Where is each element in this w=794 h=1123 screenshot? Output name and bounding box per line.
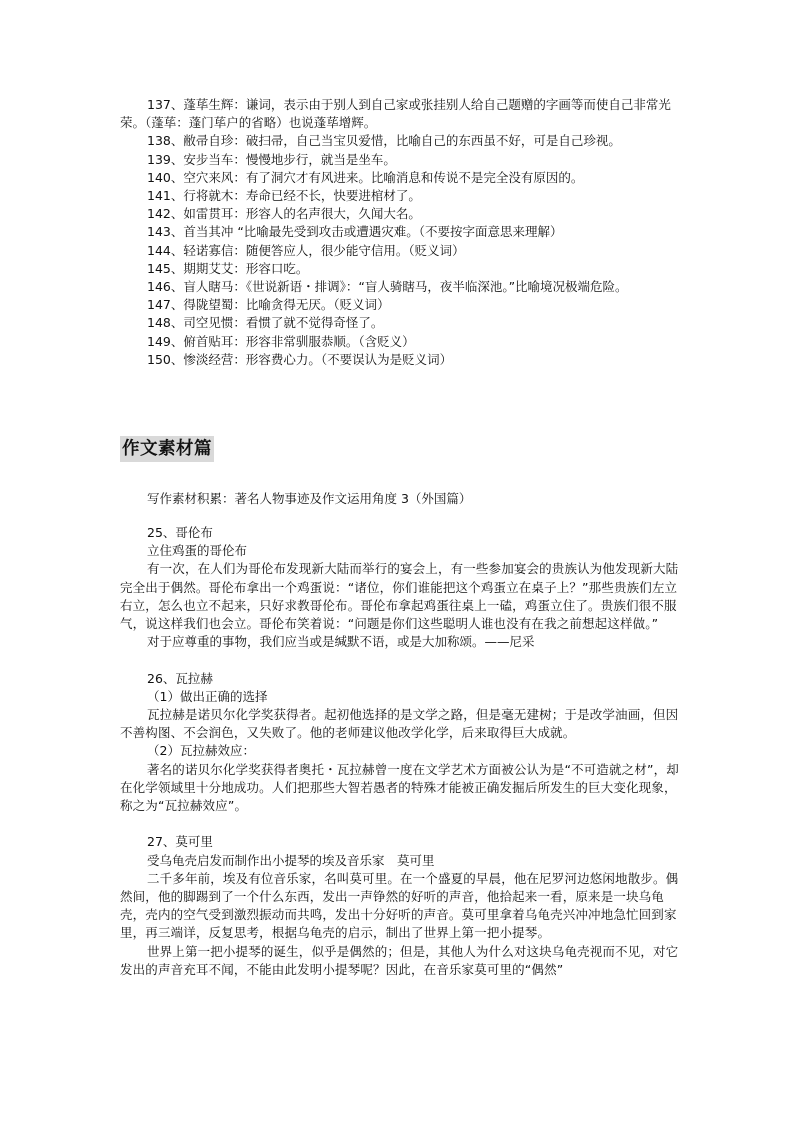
essay-body: [120, 524, 682, 979]
list-item: 138、敝帚自珍：破扫帚，自己当宝贝爱惜，比喻自己的东西虽不好，可是自己珍视。: [147, 133, 621, 149]
item-title: 立住鸡蛋的哥伦布: [147, 543, 248, 559]
list-item: 141、行将就木：寿命已经不长，快要进棺材了。: [147, 188, 421, 204]
list-item: 148、司空见惯：看惯了就不觉得奇怪了。: [147, 315, 384, 331]
list-item: 150、惨淡经营：形容费心力。（不要误认为是贬义词）: [147, 351, 453, 367]
list-item: 139、安步当车：慢慢地步行，就当是坐车。: [147, 151, 396, 167]
paragraph: 世界上第一把小提琴的诞生，似乎是偶然的；但是，其他人为什么对这块乌龟壳视而不见，对它发出的声音充耳不闻，不能由此发明小提琴呢？因此，在音乐家莫可里的“偶然”: [120, 943, 679, 977]
subheading: （1）做出正确的选择: [147, 688, 268, 704]
list-item: 144、轻诺寡信：随便答应人，很少能守信用。（贬义词）: [147, 242, 465, 258]
list-item: 143、首当其冲 “比喻最先受到攻击或遭遇灾难。（不要按字面意思来理解）: [147, 224, 563, 240]
spacer: [120, 651, 682, 669]
subheading: （2）瓦拉赫效应：: [147, 743, 255, 759]
list-item: 140、空穴来风：有了洞穴才有风进来。比喻消息和传说不是完全没有原因的。: [147, 169, 584, 185]
paragraph: 有一次，在人们为哥伦布发现新大陆而举行的宴会上，有一些参加宴会的贵族认为他发现新大陆完全出于偶然。哥伦布拿出一个鸡蛋说：“诸位，你们谁能把这个鸡蛋立在桌子上？”那些贵族们左立右立，怎么也立不起来，只好求教哥伦布。哥伦布拿起鸡蛋往桌上一磕，鸡蛋立住了。贵族们很不服气，说这样我们也会立。哥伦布笑着说：“问题是你们这些聪明人谁也没有在我之前想起这样做。”: [120, 561, 679, 632]
list-item: 137、蓬荜生辉：谦词，表示由于别人到自己家或张挂别人给自己题赠的字画等而使自己非常光荣。（蓬荜：蓬门荜户的省略）也说蓬荜增辉。: [120, 97, 671, 131]
paragraph: 二千多年前，埃及有位音乐家，名叫莫可里。在一个盛夏的早晨，他在尼罗河边悠闲地散步。偶然间，他的脚踢到了一个什么东西，发出一声铮然的好听的声音，他拾起来一看，原来是一块乌龟壳，壳内的空气受到激烈振动而共鸣，发出十分好听的声音。莫可里拿着乌龟壳兴冲冲地急忙回到家里，再三端详，反复思考，根据乌龟壳的启示，制出了世界上第一把小提琴。: [120, 870, 679, 941]
quote: 对于应尊重的事物，我们应当或是缄默不语，或是大加称颂。——尼采: [147, 634, 535, 650]
item-number: 27、莫可里: [147, 834, 213, 850]
item-number: 26、瓦拉赫: [147, 670, 213, 686]
item-number: 25、哥伦布: [147, 525, 213, 540]
list-item: 149、俯首贴耳：形容非常驯服恭顺。（含贬义）: [147, 333, 415, 349]
item-title: 受乌龟壳启发而制作出小提琴的埃及音乐家 莫可里: [147, 852, 435, 868]
list-item: 147、得陇望蜀：比喻贪得无厌。（贬义词）: [147, 297, 390, 313]
paragraph: 著名的诺贝尔化学奖获得者奥托・瓦拉赫曾一度在文学艺术方面被公认为是“不可造就之材”，却在化学领域里十分地成功。人们把那些大智若愚者的特殊才能被正确发掘后所发生的巨大变化现象，称之为“瓦拉赫效应”。: [120, 761, 679, 814]
sub-title: 写作素材积累：著名人物事迹及作文运用角度 3（外国篇）: [147, 491, 472, 506]
list-item: 146、盲人瞎马：《世说新语・排调》：“盲人骑瞎马，夜半临深池。”比喻境况极端危险。: [147, 279, 628, 295]
list-item: 145、期期艾艾：形容口吃。: [147, 260, 309, 276]
idiom-list: [120, 96, 682, 369]
list-item: 142、如雷贯耳：形容人的名声很大，久闻大名。: [147, 206, 421, 222]
section-heading: 作文素材篇: [120, 436, 214, 462]
paragraph: 瓦拉赫是诺贝尔化学奖获得者。起初他选择的是文学之路，但是毫无建树；于是改学油画，但因不善构图、不会润色，又失败了。他的老师建议他改学化学，后来取得巨大成就。: [120, 707, 679, 741]
spacer: [120, 815, 682, 833]
